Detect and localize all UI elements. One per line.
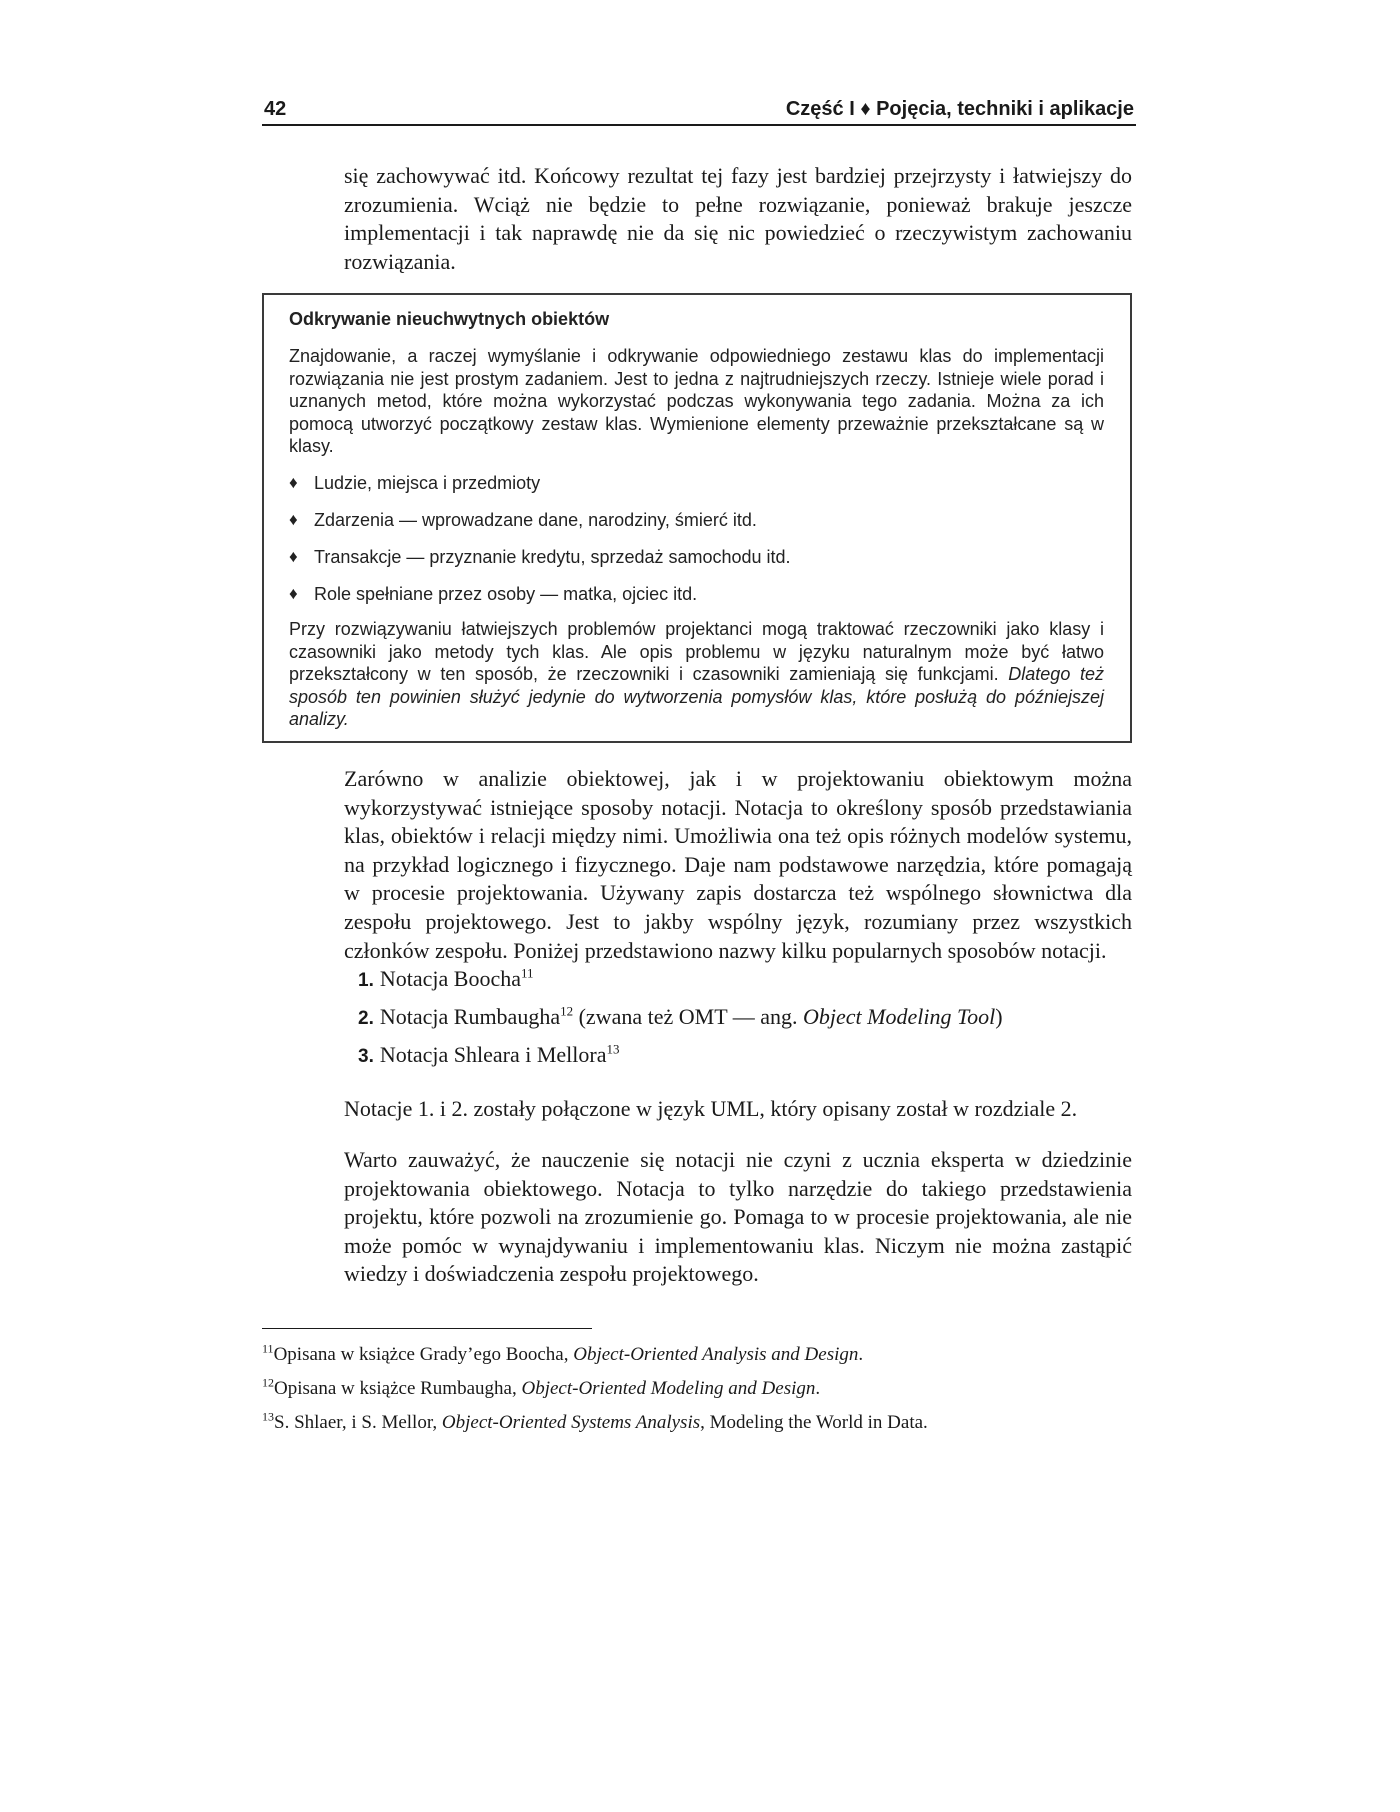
bullet-text: Zdarzenia — wprowadzane dane, narodziny, śmierć itd. bbox=[314, 510, 757, 530]
sidebar-closing-italic: Dlatego też sposób ten powinien służyć jedynie do wytworzenia pomysłów klas, które posłużą do późniejszej analizy. bbox=[289, 664, 1104, 730]
item-number: 1. bbox=[358, 970, 374, 991]
list-item bbox=[289, 583, 1104, 620]
diamond-bullet-icon: ♦ bbox=[289, 473, 298, 492]
closing-paragraph: Warto zauważyć, że nauczenie się notacji nie czyni z ucznia eksperta w dziedzinie projektowania obiektowego. Notacja to tylko narzędzie do takiego przedstawienia projektu, które pozwoli na zrozumienie go. Pomaga to w procesie projektowania, ale nie może pomóc w wynajdywaniu i implementowaniu klas. Niczym nie można zastąpić wiedzy i doświadczenia zespołu projektowego. bbox=[344, 1147, 1132, 1287]
item-text: Notacja Shleara i Mellora bbox=[379, 1042, 607, 1067]
footnote-end: , Modeling the World in Data. bbox=[700, 1412, 928, 1433]
uml-paragraph: Notacje 1. i 2. zostały połączone w język UML, który opisany został w rozdziale 2. bbox=[344, 1096, 1078, 1121]
item-suffix-end: ) bbox=[995, 1004, 1003, 1029]
footnote-number: 12 bbox=[262, 1375, 274, 1390]
footnote-text: Opisana w książce Grady’ego Boocha, bbox=[273, 1344, 574, 1365]
notation-list bbox=[358, 965, 1003, 1079]
list-item bbox=[358, 965, 1003, 1003]
footnote-ref: 12 bbox=[560, 1003, 574, 1019]
footnote-ref: 13 bbox=[606, 1041, 620, 1057]
sidebar-paragraph: Znajdowanie, a raczej wymyślanie i odkrywanie odpowiedniego zestawu klas do implementacji rozwiązania nie jest prostym zadaniem. Jest to jedna z najtrudniejszych rzeczy. Istnieje wiele porad i uznanych metod, które można wykorzystać podczas wykonywania tego zadania. Można za ich pomocą utworzyć początkowy zestaw klas. Wymienione elementy przeważnie przekształcane są w klasy. bbox=[289, 346, 1104, 457]
footnote bbox=[262, 1342, 1162, 1376]
footnote-title: Object-Oriented Systems Analysis bbox=[441, 1412, 701, 1433]
footnote bbox=[262, 1410, 1162, 1444]
list-item bbox=[289, 472, 1104, 509]
diamond-bullet-icon: ♦ bbox=[289, 510, 298, 529]
footnote-ref: 11 bbox=[520, 965, 534, 981]
list-item bbox=[289, 546, 1104, 583]
diamond-bullet-icon: ♦ bbox=[289, 547, 298, 566]
page-number: 42 bbox=[264, 98, 287, 120]
footnote-title: Object-Oriented Analysis and Design bbox=[573, 1344, 859, 1365]
list-item bbox=[289, 509, 1104, 546]
bullet-text: Ludzie, miejsca i przedmioty bbox=[314, 473, 541, 493]
diamond-bullet-icon: ♦ bbox=[289, 584, 298, 603]
item-suffix: (zwana też OMT — ang. bbox=[573, 1004, 803, 1029]
footnote-divider bbox=[262, 1328, 592, 1329]
sidebar-box bbox=[262, 293, 1132, 743]
footnote-text: Opisana w książce Rumbaugha, bbox=[274, 1378, 522, 1399]
item-suffix-italic: Object Modeling Tool bbox=[803, 1004, 996, 1029]
intro-paragraph: się zachowywać itd. Końcowy rezultat tej fazy jest bardziej przejrzysty i łatwiejszy do zrozumienia. Wciąż nie będzie to pełne rozwiązanie, ponieważ brakuje jeszcze implementacji i tak naprawdę nie da się nic powiedzieć o rzeczywistym zachowaniu rozwiązania. bbox=[344, 163, 1132, 274]
footnote-text: S. Shlaer, i S. Mellor, bbox=[274, 1412, 442, 1433]
list-item bbox=[358, 1003, 1003, 1041]
item-number: 3. bbox=[358, 1046, 374, 1067]
item-number: 2. bbox=[358, 1008, 374, 1029]
item-text: Notacja Rumbaugha bbox=[379, 1004, 561, 1029]
sidebar-closing-text: Przy rozwiązywaniu łatwiejszych problemów projektanci mogą traktować rzeczowniki jako klasy i czasowniki jako metody tych klas. Ale opis problemu w języku naturalnym może być łatwo przekształcony w ten sposób, że rzeczowniki i czasowniki zamieniają się funkcjami. bbox=[289, 619, 1104, 685]
footnote-end: . bbox=[858, 1344, 864, 1365]
footnote bbox=[262, 1376, 1162, 1410]
sidebar-title: Odkrywanie nieuchwytnych obiektów bbox=[289, 309, 610, 329]
list-item bbox=[358, 1041, 1003, 1079]
footnote-end: . bbox=[815, 1378, 821, 1399]
footnotes bbox=[262, 1342, 1162, 1444]
footnote-number: 13 bbox=[262, 1409, 274, 1424]
footnote-number: 11 bbox=[262, 1341, 274, 1356]
page-header bbox=[262, 96, 1136, 126]
sidebar-bullet-list bbox=[289, 472, 1104, 620]
footnote-title: Object-Oriented Modeling and Design bbox=[521, 1378, 816, 1399]
bullet-text: Role spełniane przez osoby — matka, ojciec itd. bbox=[314, 584, 698, 604]
sidebar-closing-paragraph bbox=[289, 618, 1104, 731]
running-title: Część I ♦ Pojęcia, techniki i aplikacje bbox=[785, 98, 1134, 120]
notation-paragraph: Zarówno w analizie obiektowej, jak i w projektowaniu obiektowym można wykorzystywać istniejące sposoby notacji. Notacja to określony sposób przedstawiania klas, obiektów i relacji między nimi. Umożliwia ona też opis różnych modelów systemu, na przykład logicznego i fizycznego. Daje nam podstawowe narzędzia, które pomagają w procesie projektowania. Używany zapis dostarcza też wspólnego słownictwa dla zespołu projektowego. Jest to jakby wspólny język, rozumiany przez wszystkich członków zespołu. Poniżej przedstawiono nazwy kilku popularnych sposobów notacji. bbox=[344, 766, 1132, 963]
item-text: Notacja Boocha bbox=[379, 966, 521, 991]
bullet-text: Transakcje — przyznanie kredytu, sprzedaż samochodu itd. bbox=[314, 547, 791, 567]
